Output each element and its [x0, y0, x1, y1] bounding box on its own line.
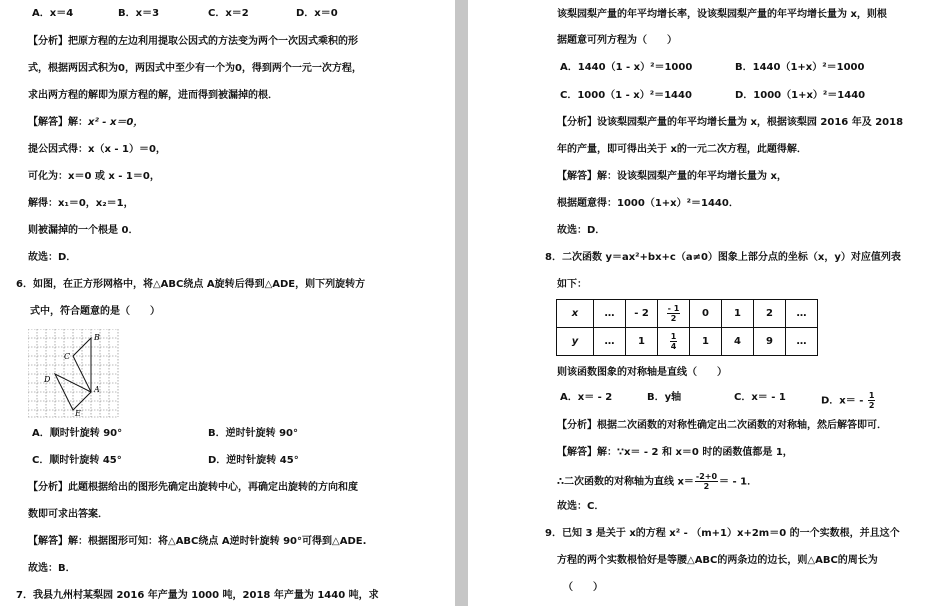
table-cell: 1	[722, 300, 754, 328]
q7-analysis-line1: 【分析】设该梨园梨产量的年平均增长量为 x，根据该梨园 2016 年及 2018	[557, 117, 904, 128]
q7-choice: 故选：D．	[557, 225, 606, 236]
table-cell	[658, 328, 690, 356]
q8-option-b: B．y轴	[647, 392, 682, 403]
q5-option-c: C．x＝2	[208, 8, 249, 19]
table-cell: y	[557, 328, 594, 356]
q7-answer-line2: 根据题意得：1000（1+x）²＝1440．	[557, 198, 739, 209]
fraction-neg-half: $\frac{- 1}{2}$	[667, 304, 680, 323]
q7-stem-line3: 据题意可列方程为（ ）	[557, 35, 677, 46]
fraction-half: $\frac{1}{2}$	[868, 391, 875, 410]
q5-option-d: D．x＝0	[296, 8, 338, 19]
table-row-y	[557, 328, 818, 356]
q9-stem-line1: 9．已知 3 是关于 x的方程 x² - （m+1）x+2m＝0 的一个实数根，并且这个	[545, 528, 900, 539]
q7-answer-line1: 【解答】解：设该梨园梨产量的年平均增长量为 x，	[557, 171, 787, 182]
q6-analysis-line1: 【分析】此题根据给出的图形先确定出旋转中心，再确定出旋转的方向和度	[28, 482, 358, 493]
table-cell: 2	[754, 300, 786, 328]
table-cell: …	[786, 300, 818, 328]
table-cell	[658, 300, 690, 328]
q5-analysis-line3: 求出两方程的解即为原方程的解，进而得到被漏掉的根．	[28, 90, 278, 101]
q8-answer-line1: 【解答】解：∵x＝ - 2 和 x＝0 时的函数值都是 1，	[557, 447, 793, 458]
q5-option-a: A．x＝4	[32, 8, 74, 19]
table-cell: 0	[690, 300, 722, 328]
q9-stem-line2: 方程的两个实数根恰好是等腰△ABC的两条边的边长，则△ABC的周长为	[557, 555, 878, 566]
table-cell: 1	[626, 328, 658, 356]
table-cell: x	[557, 300, 594, 328]
page-gutter	[455, 0, 468, 606]
label-e: E	[75, 409, 81, 418]
q7-stem-line2: 该梨园梨产量的年平均增长率，设该梨园梨产量的年平均增长量为 x，则根	[557, 9, 887, 20]
table-cell: - 2	[626, 300, 658, 328]
q8-question: 则该函数图象的对称轴是直线（ ）	[557, 367, 727, 378]
q6-option-c: C．顺时针旋转 45°	[32, 455, 122, 466]
q7-option-c: C．1000（1 - x）²＝1440	[560, 90, 692, 101]
left-page	[0, 0, 455, 606]
q8-value-table	[556, 299, 818, 356]
q8-option-d: D．x＝ - $\frac{1}{2}$	[821, 391, 875, 410]
fraction-axis: $\frac{-2+0}{2}$	[695, 472, 718, 491]
q8-answer-line2: ∴二次函数的对称轴为直线 x＝ $\frac{-2+0}{2}$ ＝ - 1．	[557, 472, 758, 491]
q6-option-d: D．逆时针旋转 45°	[208, 455, 299, 466]
q8-choice: 故选：C．	[557, 501, 605, 512]
q5-step4: 则被漏掉的一个根是 0．	[28, 225, 139, 236]
table-row-x	[557, 300, 818, 328]
table-cell: 4	[722, 328, 754, 356]
table-cell: 1	[690, 328, 722, 356]
q8-stem-line1: 8．二次函数 y＝ax²+bx+c（a≠0）图象上部分点的坐标（x，y）对应值列表	[545, 252, 901, 263]
q8-analysis: 【分析】根据二次函数的对称性确定出二次函数的对称轴，然后解答即可．	[557, 420, 887, 431]
q6-choice: 故选：B．	[28, 563, 76, 574]
q5-answer-label: 【解答】解：	[28, 117, 88, 128]
q6-stem-line2: 式中，符合题意的是（ ）	[30, 306, 160, 317]
right-page	[468, 0, 932, 606]
q6-stem-line1: 6．如图，在正方形网格中，将△ABC绕点 A旋转后得到△ADE，则下列旋转方	[16, 279, 366, 290]
rotation-grid-figure	[28, 329, 119, 418]
q5-step1: 提公因式得：x（x - 1）＝0，	[28, 144, 166, 155]
table-cell: …	[594, 328, 626, 356]
q5-step2: 可化为：x＝0 或 x - 1＝0，	[28, 171, 160, 182]
q8-option-c: C．x＝ - 1	[734, 392, 786, 403]
q6-option-b: B．逆时针旋转 90°	[208, 428, 299, 439]
q6-answer: 【解答】解：根据图形可知：将△ABC绕点 A逆时针旋转 90°可得到△ADE.	[28, 536, 367, 547]
q5-answer-eq: x² - x＝0，	[88, 117, 144, 128]
fraction-quarter: $\frac{1}{4}$	[670, 332, 677, 351]
q7-option-d: D．1000（1+x）²＝1440	[735, 90, 866, 101]
q5-option-b: B．x＝3	[118, 8, 160, 19]
table-cell: 9	[754, 328, 786, 356]
q5-answer	[28, 116, 143, 130]
q8-option-a: A．x＝ - 2	[560, 392, 613, 403]
q9-stem-line3: （ ）	[563, 582, 603, 593]
q8-stem-line2: 如下：	[557, 279, 587, 290]
q7-option-b: B．1440（1+x）²＝1000	[735, 62, 865, 73]
label-b: B	[94, 333, 100, 342]
q5-step3: 解得：x₁＝0，x₂＝1，	[28, 198, 134, 209]
q5-analysis-line2: 式，根据两因式积为0，两因式中至少有一个为0，得到两个一元一次方程，	[28, 63, 362, 74]
q6-analysis-line2: 数即可求出答案．	[28, 509, 108, 520]
q5-analysis-line1: 【分析】把原方程的左边利用提取公因式的方法变为两个一次因式乘积的形	[28, 36, 358, 47]
q7-stem-line1: 7．我县九州村某梨园 2016 年产量为 1000 吨，2018 年产量为 1440 吨，求	[16, 590, 379, 601]
grid-lines	[28, 329, 118, 417]
q6-option-a: A．顺时针旋转 90°	[32, 428, 123, 439]
table-cell: …	[786, 328, 818, 356]
label-a: A	[94, 385, 100, 394]
q5-choice: 故选：D．	[28, 252, 77, 263]
table-cell: …	[594, 300, 626, 328]
label-c: C	[64, 352, 71, 361]
q7-analysis-line2: 年的产量，即可得出关于 x的一元二次方程，此题得解．	[557, 144, 807, 155]
q7-option-a: A．1440（1 - x）²＝1000	[560, 62, 693, 73]
label-d: D	[44, 375, 51, 384]
